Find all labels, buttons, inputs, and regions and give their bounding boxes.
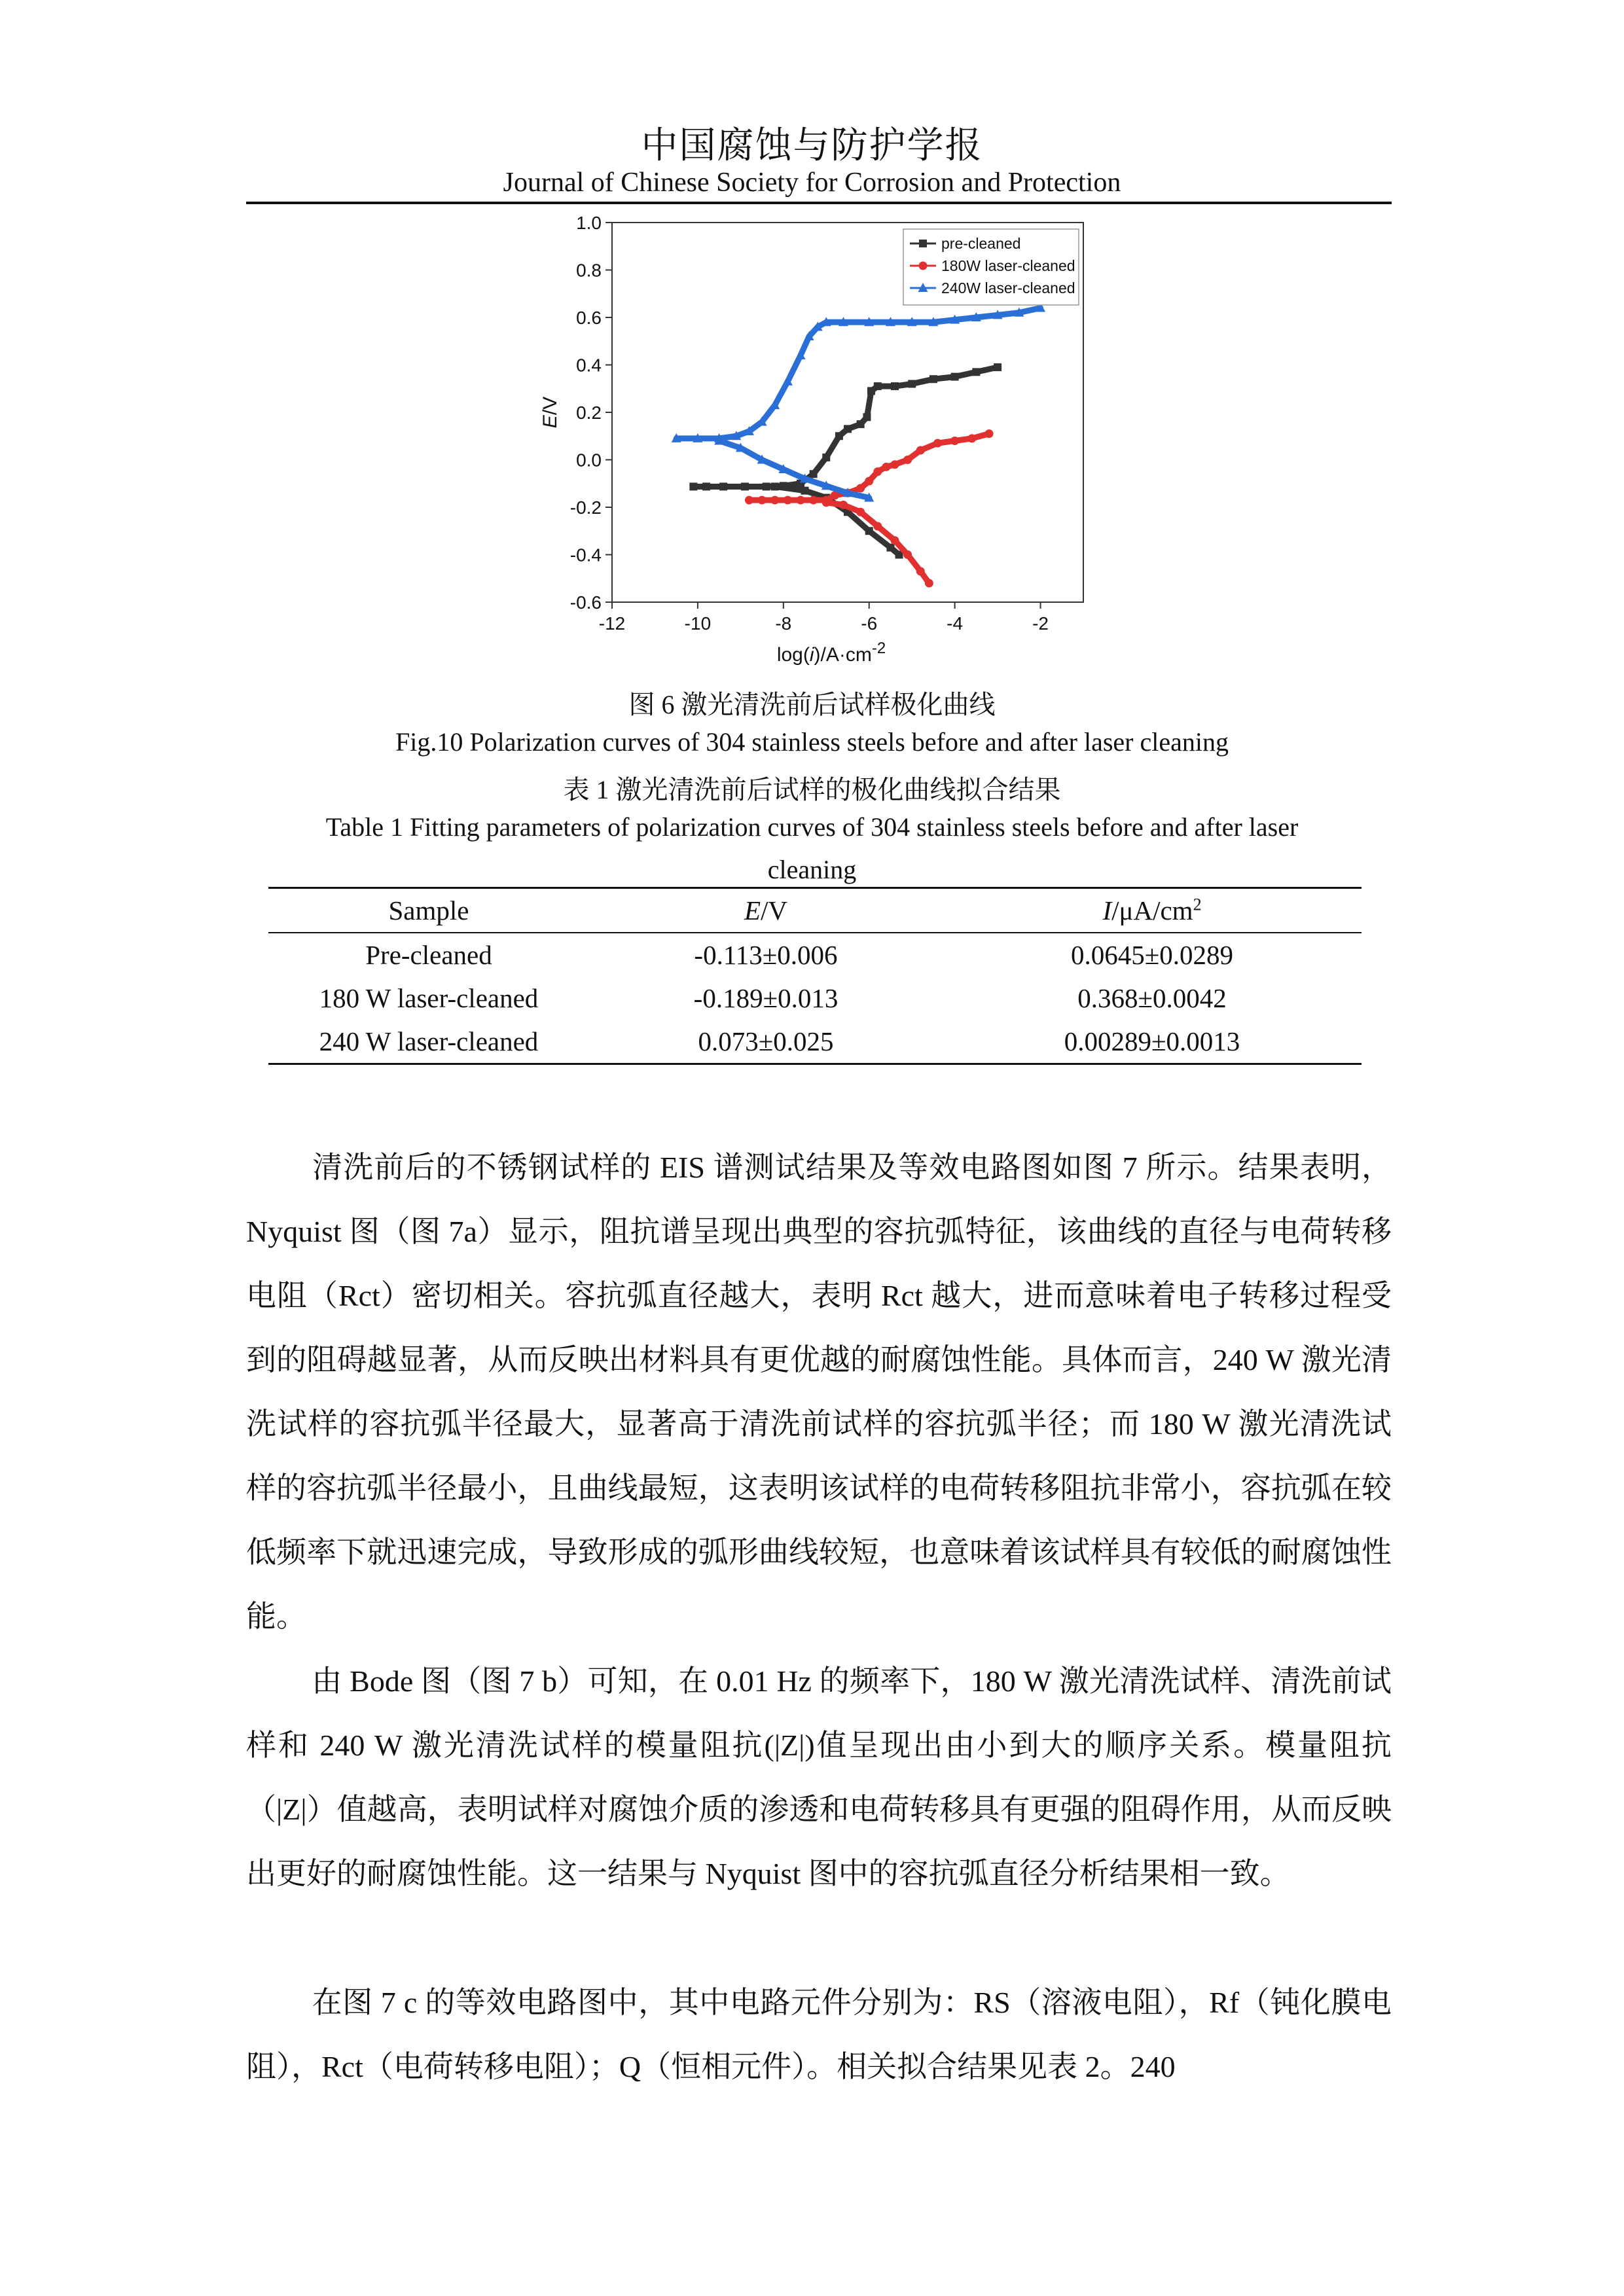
legend-label: 240W laser-cleaned [941, 279, 1075, 296]
col-sample: Sample [388, 895, 469, 925]
x-axis-label: $\log(i)/A\cdot cm^{-2}$ [776, 639, 886, 666]
table-caption-en: Table 1 Fitting parameters of polarization curves of 304 stainless steels before and after laser [325, 812, 1299, 842]
data-point [908, 380, 916, 388]
legend-label: pre-cleaned [941, 235, 1021, 252]
figure-caption-en: Fig.10 Polarization curves of 304 stainless steels before and after laser cleaning [395, 727, 1229, 757]
table-caption-cn: 表 1 激光清洗前后试样的极化曲线拟合结果 [563, 775, 1061, 804]
cell-sample: 180 W laser-cleaned [319, 983, 539, 1013]
cell-sample: 240 W laser-cleaned [319, 1026, 539, 1056]
data-point [863, 413, 871, 421]
data-point [994, 363, 1001, 371]
x-tick-label: -6 [861, 613, 878, 634]
body-paragraph-1: 清洗前后的不锈钢试样的 EIS 谱测试结果及等效电路图如图 7 所示。结果表明， Nyquist 图（图 7a）显示，阻抗谱呈现出典型的容抗弧特征，该曲线的直径与电荷转移电阻（Rct）密切相关。容抗弧直径越大，表明 Rct 越大，进而意味着电子转移过程受到的阻碍越显著，从而反映出材料具有更优越的耐腐蚀性能。具体而言，240 W 激光清洗试样的容抗弧半径最大，显著高于清洗前试样的容抗弧半径；而 180 W 激光清洗试样的容抗弧半径最小，且曲线最短，这表明该试样的电荷转移阻抗非常小，容抗弧在较低频率下就迅速完成，导致形成的弧形曲线较短，也意味着该试样具有较低的耐腐蚀性能。 [246, 1151, 1392, 1633]
x-tick-label: -4 [947, 613, 964, 634]
data-point [758, 496, 767, 505]
data-point [874, 382, 882, 390]
data-point [903, 456, 912, 464]
data-point [856, 508, 865, 516]
table-row [268, 977, 1362, 1020]
data-point [745, 496, 753, 505]
body-paragraph-3: 在图 7 c 的等效电路图中，其中电路元件分别为：RS（溶液电阻），Rf（钝化膜电阻），Rct（电荷转移电阻）；Q（恒相元件）。相关拟合结果见表 2。240 [246, 1986, 1392, 2083]
fitting-table [268, 887, 1362, 1065]
data-point [950, 437, 959, 445]
data-point [702, 482, 710, 490]
data-point [822, 498, 831, 507]
data-point [835, 432, 843, 440]
y-axis-label: E/V [539, 396, 561, 429]
data-point [763, 482, 770, 490]
data-point [689, 482, 697, 490]
cell-i: 0.00289±0.0013 [1064, 1026, 1240, 1056]
data-point [856, 484, 865, 493]
table-caption-en-cont: cleaning [767, 855, 857, 884]
data-point [844, 425, 852, 433]
legend-marker [919, 240, 927, 247]
data-point [873, 522, 882, 531]
data-point [865, 477, 873, 486]
cell-i: 0.368±0.0042 [1077, 983, 1227, 1013]
data-point [797, 496, 805, 505]
data-point [985, 429, 994, 438]
journal-title-en: Journal of Chinese Society for Corrosion and Protection [503, 168, 1121, 198]
data-point [771, 482, 779, 490]
data-point [801, 487, 809, 495]
series-2 [745, 429, 994, 587]
data-point [719, 482, 727, 490]
data-point [972, 368, 980, 376]
data-point [916, 446, 925, 455]
cell-e: 0.073±0.025 [698, 1026, 834, 1056]
journal-title-cn: 中国腐蚀与防护学报 [641, 126, 983, 166]
data-point [967, 434, 976, 442]
data-point [780, 482, 787, 490]
body-paragraph-2: 由 Bode 图（图 7 b）可知，在 0.01 Hz 的频率下，180 W 激光清洗试样、清洗前试样和 240 W 激光清洗试样的模量阻抗(|Z|)值呈现出由小到大的顺序关系。模量阻抗（|Z|）值越高，表明试样对腐蚀介质的渗透和电荷转移具有更强的阻碍作用，从而反映出更好的耐腐蚀性能。这一结果与 Nyquist 图中的容抗弧直径分析结果相一致。 [246, 1664, 1392, 1890]
polarization-chart [524, 209, 1113, 681]
x-tick-label: -10 [684, 613, 712, 634]
data-point [865, 527, 873, 535]
y-tick-label: -0.2 [569, 497, 602, 518]
table-row [268, 933, 1362, 977]
data-point [873, 467, 882, 476]
y-tick-label: 0.6 [576, 308, 602, 328]
data-point [891, 536, 899, 545]
data-point [810, 470, 818, 478]
x-tick-label: -12 [598, 613, 626, 634]
cell-e: -0.189±0.013 [693, 983, 839, 1013]
data-point [903, 550, 912, 559]
col-i: $I/\mu A/cm^2$ [1102, 895, 1202, 925]
data-point [822, 454, 830, 461]
table-row [268, 1020, 1362, 1064]
table-header-row [268, 888, 1362, 933]
data-point [882, 463, 890, 471]
y-tick-label: 0.2 [576, 403, 602, 423]
data-point [809, 496, 818, 505]
x-tick-label: -8 [775, 613, 792, 634]
data-point [741, 482, 749, 490]
y-tick-label: 1.0 [576, 213, 602, 233]
data-point [839, 501, 848, 509]
figure-caption-cn: 图 6 激光清洗前后试样极化曲线 [628, 690, 996, 719]
cell-sample: Pre-cleaned [365, 940, 492, 970]
data-point [886, 544, 894, 552]
y-tick-label: 0.0 [576, 450, 602, 471]
legend-marker [919, 262, 928, 270]
data-point [857, 420, 865, 428]
y-tick-label: -0.6 [569, 592, 602, 613]
cell-e: -0.113±0.006 [694, 940, 838, 970]
data-point [916, 567, 925, 575]
data-point [784, 496, 792, 505]
chart-legend [903, 229, 1079, 305]
data-point [891, 382, 899, 390]
col-e: E/V [744, 895, 788, 925]
data-point [929, 375, 937, 383]
y-tick-label: 0.8 [576, 260, 602, 281]
header-rule [246, 202, 1392, 204]
legend-label: 180W laser-cleaned [941, 257, 1075, 274]
data-point [925, 579, 933, 588]
cell-i: 0.0645±0.0289 [1070, 940, 1233, 970]
y-tick-label: -0.4 [569, 545, 602, 565]
data-point [770, 496, 779, 505]
series-1 [689, 363, 1001, 558]
y-tick-label: 0.4 [576, 355, 602, 376]
x-tick-label: -2 [1032, 613, 1049, 634]
data-point [933, 439, 942, 448]
series-3 [672, 303, 1045, 502]
data-point [891, 460, 899, 469]
data-point [951, 373, 959, 381]
